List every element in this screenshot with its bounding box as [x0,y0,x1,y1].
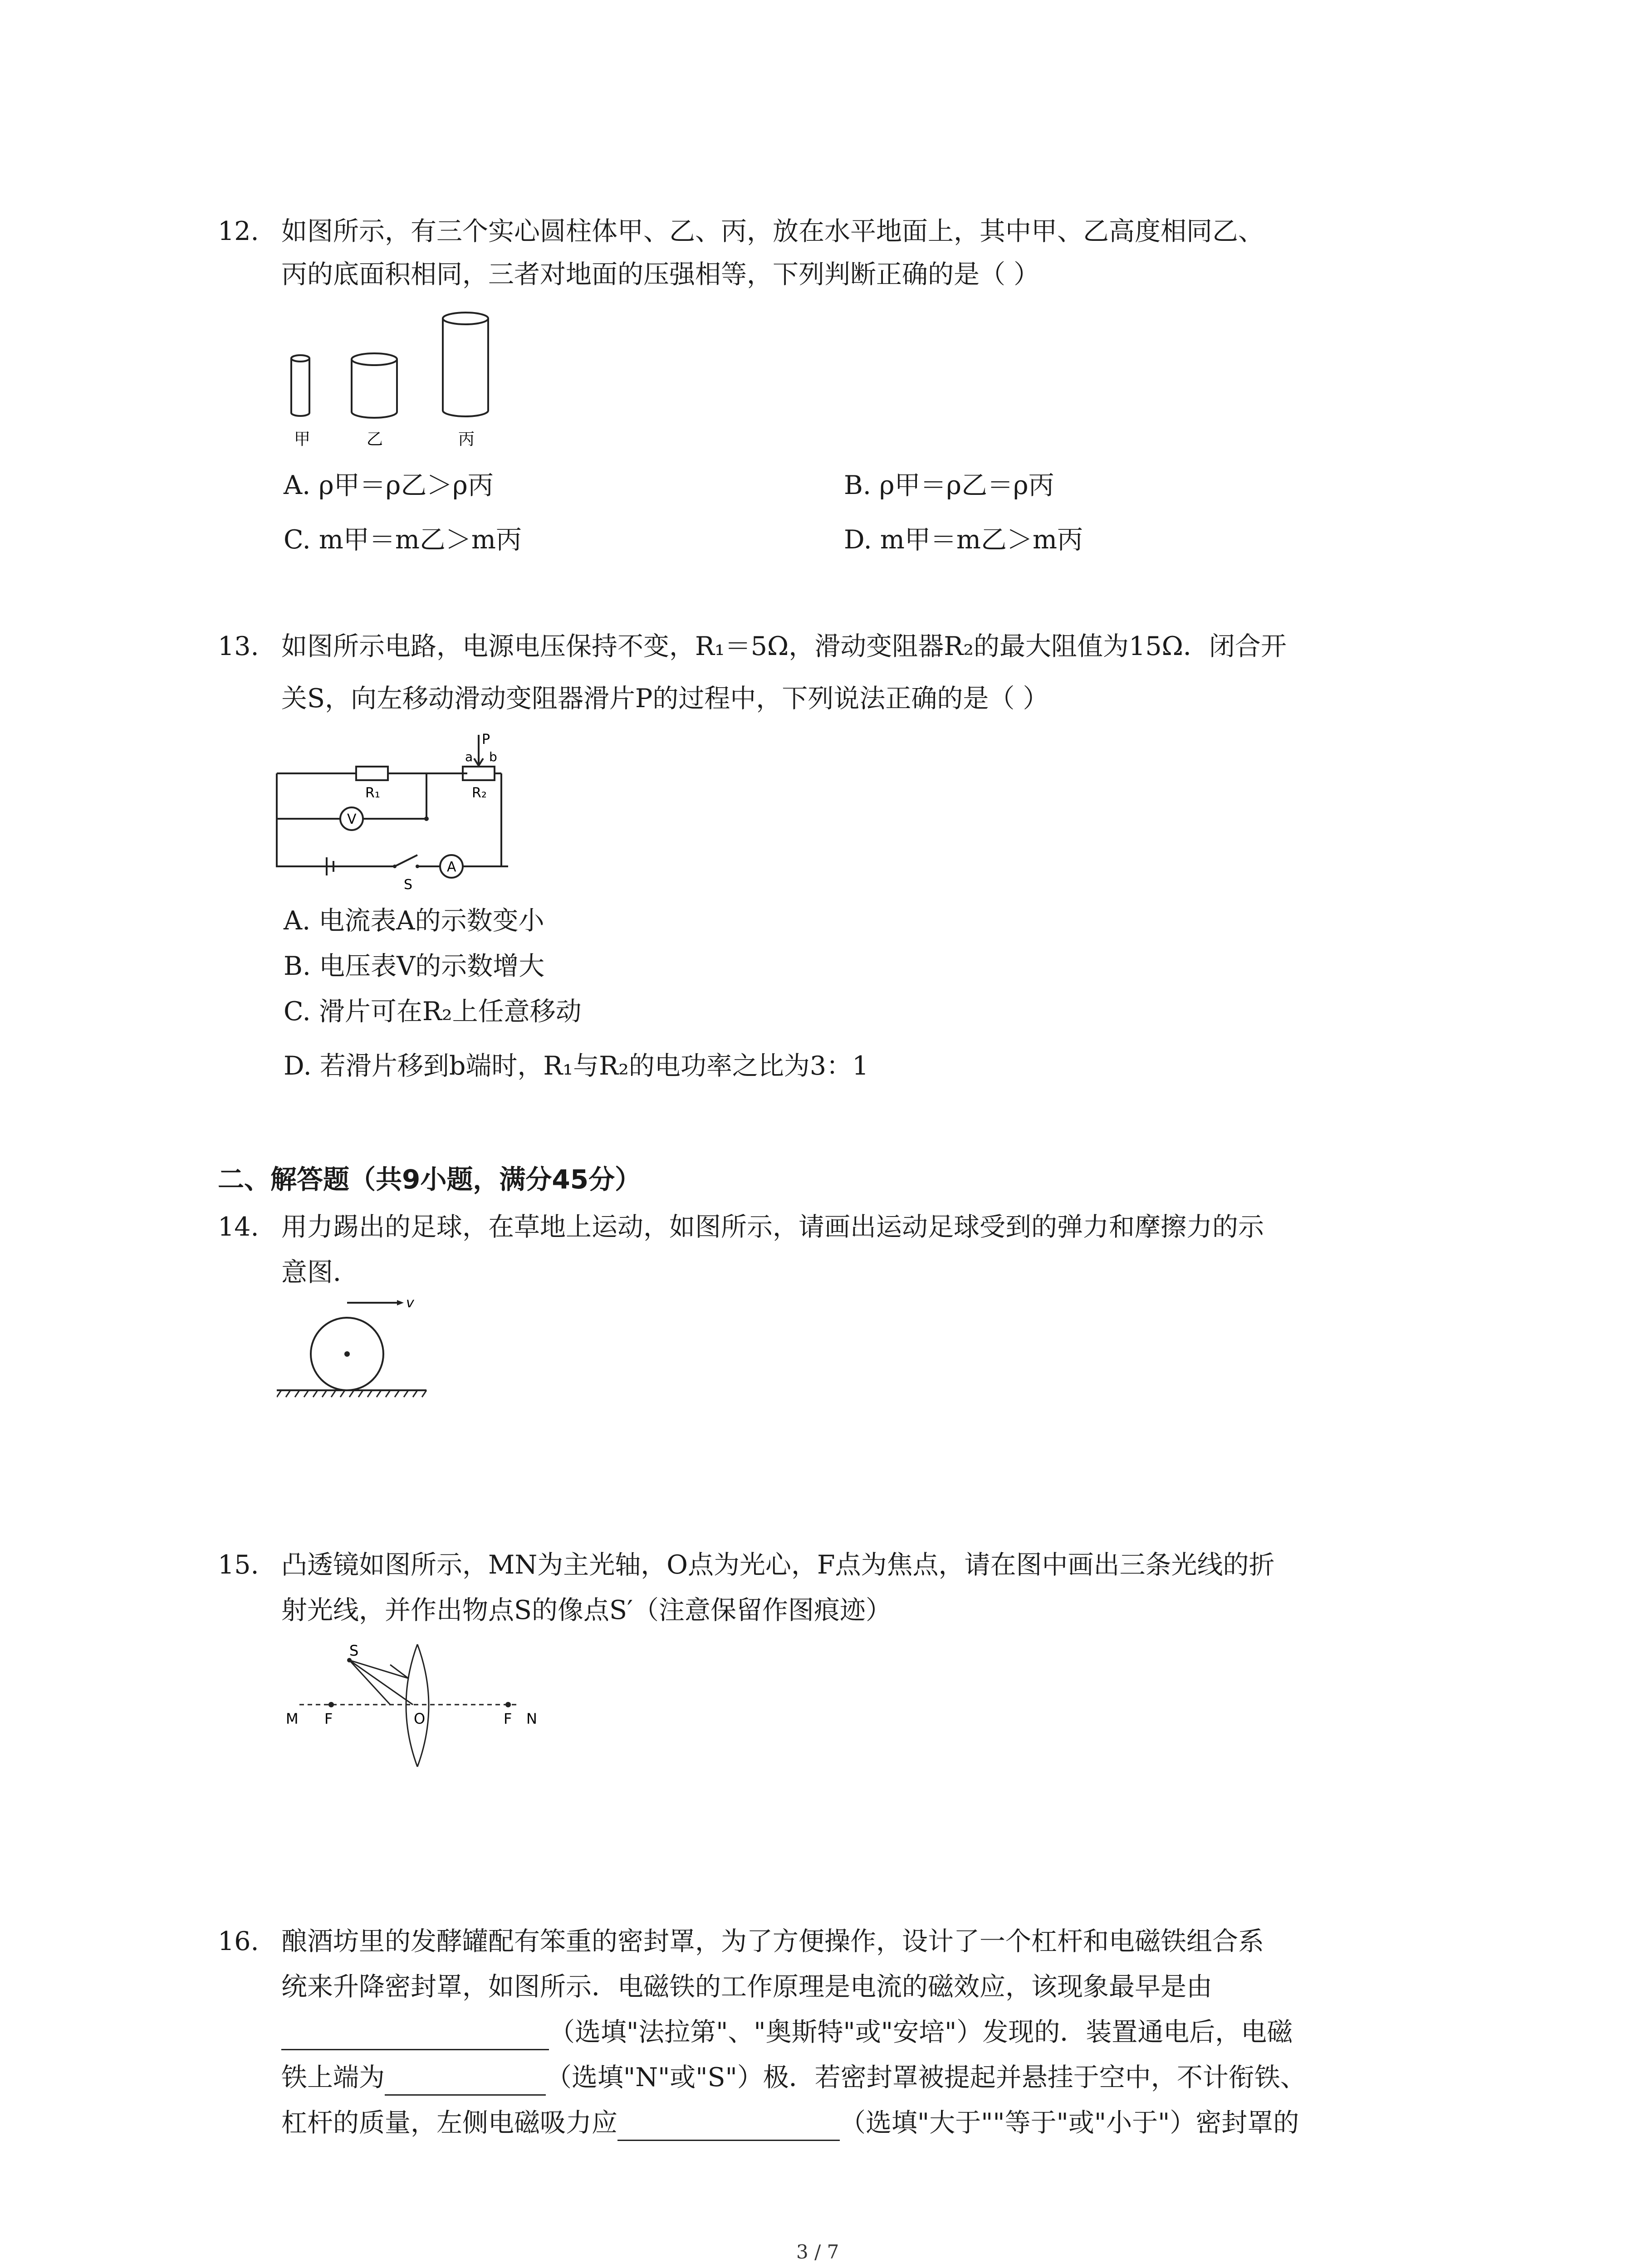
q12-text-line2: 丙的底面积相同，三者对地面的压强相等，下列判断正确的是（ ） [281,259,1040,289]
label-b: b [489,749,497,764]
q16-line3-text: （选填"法拉第"、"奥斯特"或"安培"）发现的．装置通电后，电磁 [549,2017,1293,2047]
q12-number: 12. [218,216,259,246]
q16-blank-3[interactable] [617,2112,840,2141]
q13-text-line1: 如图所示电路，电源电压保持不变，R₁＝5Ω，滑动变阻器R₂的最大阻值为15Ω．闭合开 [281,631,1287,661]
q16-line5-suffix: （选填"大于""等于"或"小于"）密封罩的 [840,2108,1299,2138]
q12-option-a: A. ρ甲＝ρ乙＞ρ丙 [284,470,494,500]
label-m: M [286,1710,299,1727]
label-yi: 乙 [367,430,383,449]
label-o: O [414,1710,426,1727]
q12-option-d: D. m甲＝m乙＞m丙 [844,525,1083,555]
q15-number: 15. [218,1550,259,1580]
q14-text-line1: 用力踢出的足球，在草地上运动，如图所示，请画出运动足球受到的弹力和摩擦力的示 [281,1212,1264,1242]
q16-line4-prefix: 铁上端为 [281,2063,385,2092]
q16-blank-1[interactable] [281,2022,549,2050]
label-r1: R₁ [365,785,380,801]
q13-text-line2: 关S，向左移动滑动变阻器滑片P的过程中，下列说法正确的是（ ） [281,684,1049,714]
q16-line4-suffix: （选填"N"或"S"）极．若密封罩被提起并悬挂于空中，不计衔铁、 [546,2063,1306,2092]
q16-line5-prefix: 杠杆的质量，左侧电磁吸力应 [281,2108,617,2138]
q15-text-line2: 射光线，并作出物点S的像点S′（注意保留作图痕迹） [281,1595,892,1625]
q13-circuit-figure [272,730,517,898]
label-velocity: v [406,1297,414,1311]
q13-option-b: B. 电压表V的示数增大 [284,951,545,981]
label-bing: 丙 [458,430,475,449]
label-s: S [404,877,413,893]
q13-number: 13. [218,631,259,661]
label-f-left: F [324,1710,333,1727]
q16-number: 16. [218,1926,259,1956]
label-a: a [465,749,473,764]
q14-text-line2: 意图． [281,1257,359,1287]
q16-text-line4 [281,2059,1306,2096]
q15-lens-figure [281,1637,563,1774]
q16-text-line2: 统来升降密封罩，如图所示．电磁铁的工作原理是电流的磁效应，该现象最早是由 [281,1972,1212,2002]
section-title: 二、解答题（共9小题，满分45分） [218,1164,642,1195]
q14-number: 14. [218,1212,259,1242]
q16-blank-2[interactable] [385,2067,546,2096]
q14-football-figure [277,1297,431,1406]
label-jia: 甲 [294,430,311,449]
q15-text-line1: 凸透镜如图所示，MN为主光轴，O点为光心，F点为焦点，请在图中画出三条光线的折 [281,1550,1275,1580]
label-n: N [526,1710,537,1727]
q12-cylinders-figure [277,308,531,458]
q13-option-c: C. 滑片可在R₂上任意移动 [284,997,582,1026]
label-f-right: F [504,1710,512,1727]
label-v: V [347,811,357,827]
label-r2: R₂ [472,785,487,801]
label-s: S [349,1642,359,1659]
q13-option-d: D. 若滑片移到b端时，R₁与R₂的电功率之比为3：1 [284,1051,869,1081]
page-number: 3 / 7 [796,2241,839,2263]
q12-option-b: B. ρ甲＝ρ乙＝ρ丙 [844,470,1054,500]
label-p: P [482,732,490,748]
q13-option-a: A. 电流表A的示数变小 [284,906,544,936]
label-ammeter: A [447,859,456,875]
q16-text-line1: 酿酒坊里的发酵罐配有笨重的密封罩，为了方便操作，设计了一个杠杆和电磁铁组合系 [281,1926,1264,1956]
q16-text-line5 [281,2105,1299,2141]
q12-option-c: C. m甲＝m乙＞m丙 [284,525,522,555]
q12-text-line1: 如图所示，有三个实心圆柱体甲、乙、丙，放在水平地面上，其中甲、乙高度相同乙、 [281,216,1264,246]
q16-text-line3 [281,2014,1293,2050]
